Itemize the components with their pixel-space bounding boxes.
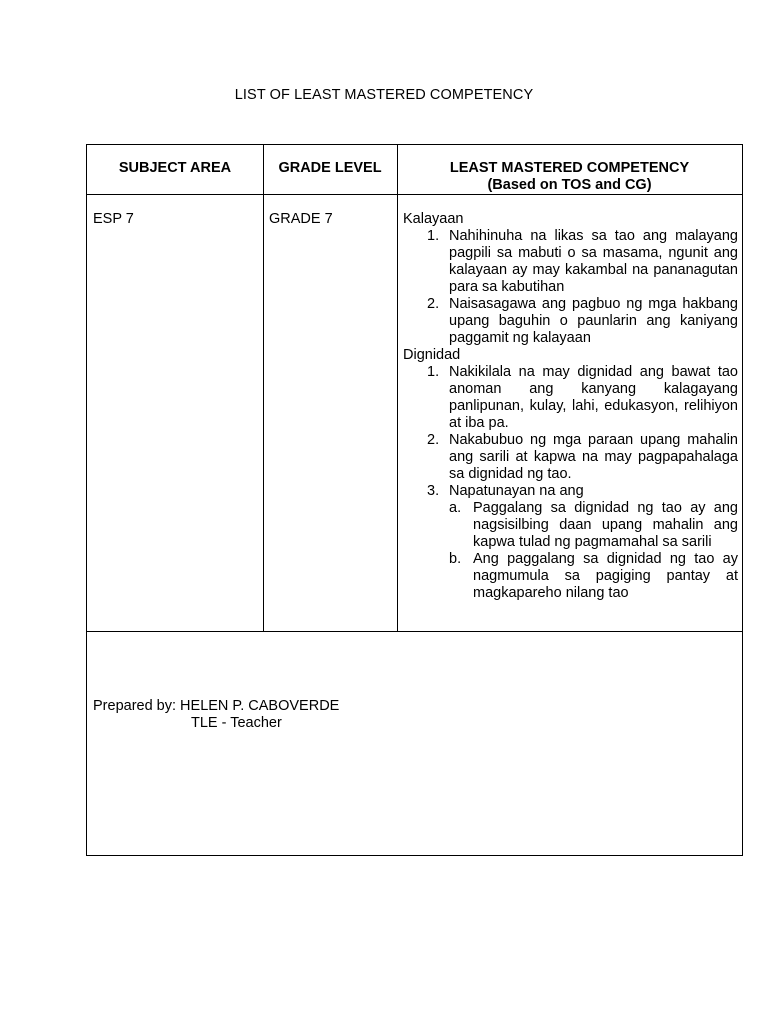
header-competency bbox=[397, 160, 742, 194]
header-subject-area: SUBJECT AREA bbox=[118, 160, 232, 176]
header-grade-level: GRADE LEVEL bbox=[278, 160, 382, 176]
list-item bbox=[403, 228, 738, 296]
cell-grade-level: GRADE 7 bbox=[269, 211, 333, 227]
kalayaan-list bbox=[403, 228, 738, 347]
column-divider-1 bbox=[263, 145, 264, 631]
list-item bbox=[403, 432, 738, 483]
column-divider-2 bbox=[397, 145, 398, 631]
cell-competency bbox=[403, 211, 738, 602]
item-text: Nakabubuo ng mga paraan upang mahalin ang sarili at kapwa na may pagpapahalaga sa dignidad ng tao. bbox=[449, 432, 738, 482]
list-item bbox=[403, 483, 738, 602]
item-number: 2. bbox=[427, 296, 440, 312]
group-title-dignidad: Dignidad bbox=[403, 347, 461, 363]
sub-list-item bbox=[449, 551, 738, 602]
header-divider bbox=[87, 194, 742, 195]
sub-item-text: Ang paggalang sa dignidad ng tao ay nagmumula sa pagiging pantay at magkapareho nilang tao bbox=[473, 551, 738, 601]
item-number: 1. bbox=[427, 228, 440, 244]
item-text: Napatunayan na ang bbox=[449, 483, 584, 499]
item-text: Nahihinuha na likas sa tao ang malayang pagpili sa mabuti o sa masama, ngunit ang kalayaan ay may kakambal na pananagutan para sa kabutihan bbox=[449, 228, 738, 295]
header-competency-title: LEAST MASTERED COMPETENCY bbox=[449, 160, 690, 176]
preparer-role: TLE - Teacher bbox=[191, 715, 282, 731]
item-number: 3. bbox=[427, 483, 440, 499]
prepared-by-block bbox=[93, 698, 339, 732]
item-text: Nakikilala na may dignidad ang bawat tao anoman ang kanyang kalagayang panlipunan, kulay, lahi, edukasyon, relihiyon at iba pa. bbox=[449, 364, 738, 431]
header-competency-subtitle: (Based on TOS and CG) bbox=[487, 177, 652, 193]
item-number: 1. bbox=[427, 364, 440, 380]
item-letter: a. bbox=[449, 500, 462, 516]
sub-list-item bbox=[449, 500, 738, 551]
list-item bbox=[403, 364, 738, 432]
document-title: LIST OF LEAST MASTERED COMPETENCY bbox=[234, 87, 534, 103]
list-item bbox=[403, 296, 738, 347]
item-text: Naisasagawa ang pagbuo ng mga hakbang upang baguhin o paunlarin ang kaniyang paggamit ng kalayaan bbox=[449, 296, 738, 346]
dignidad-list bbox=[403, 364, 738, 602]
item-number: 2. bbox=[427, 432, 440, 448]
item-letter: b. bbox=[449, 551, 462, 567]
row-divider bbox=[87, 631, 742, 632]
sub-list bbox=[449, 500, 738, 602]
cell-subject-area: ESP 7 bbox=[93, 211, 134, 227]
prepared-by-line: Prepared by: HELEN P. CABOVERDE bbox=[93, 698, 340, 714]
group-title-kalayaan: Kalayaan bbox=[403, 211, 464, 227]
competency-table bbox=[86, 144, 743, 856]
sub-item-text: Paggalang sa dignidad ng tao ay ang nagsisilbing daan upang mahalin ang kapwa tulad ng pagmamahal sa sarili bbox=[473, 500, 738, 550]
